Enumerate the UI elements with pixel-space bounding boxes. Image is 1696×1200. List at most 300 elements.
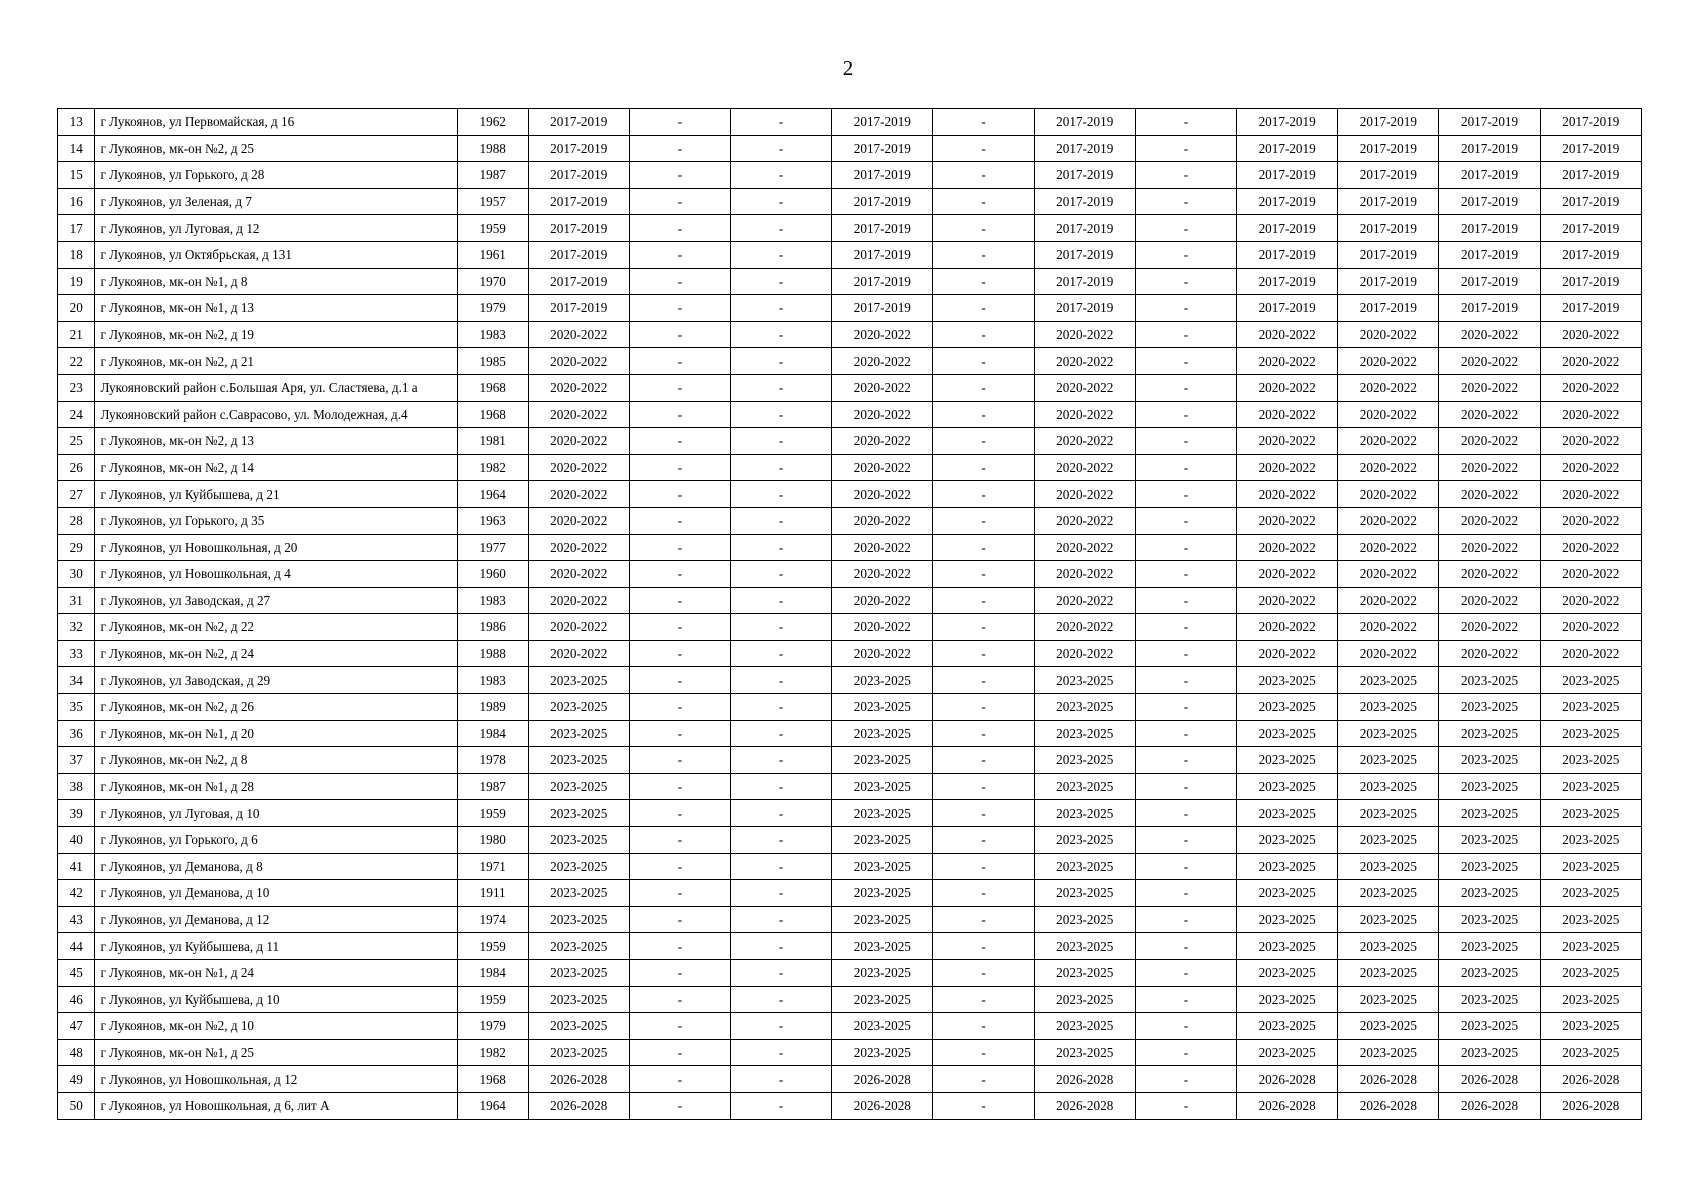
work-period-cell: - [933,348,1034,375]
work-period-cell: 2020-2022 [1034,374,1135,401]
work-period-cell: 2020-2022 [528,428,629,455]
row-number-cell: 46 [58,986,95,1013]
address-cell: г Лукоянов, мк-он №2, д 21 [95,348,457,375]
work-period-cell: - [731,321,832,348]
address-cell: г Лукоянов, ул Куйбышева, д 21 [95,481,457,508]
work-period-cell: 2020-2022 [1237,507,1338,534]
work-period-cell: - [1135,640,1236,667]
work-period-cell: 2023-2025 [1540,880,1641,907]
work-period-cell: 2020-2022 [1439,587,1540,614]
work-period-cell: 2017-2019 [1338,241,1439,268]
address-cell: Лукояновский район с.Саврасово, ул. Молодежная, д.4 [95,401,457,428]
work-period-cell: 2023-2025 [1034,986,1135,1013]
work-period-cell: 2023-2025 [1237,1013,1338,1040]
work-period-cell: 2017-2019 [1540,109,1641,136]
work-period-cell: 2023-2025 [1034,720,1135,747]
work-period-cell: 2023-2025 [1439,667,1540,694]
work-period-cell: 2020-2022 [832,401,933,428]
work-period-cell: 2023-2025 [528,960,629,987]
work-period-cell: 2023-2025 [528,667,629,694]
year-built-cell: 1982 [457,454,528,481]
work-period-cell: 2017-2019 [832,109,933,136]
row-number-cell: 33 [58,640,95,667]
work-period-cell: 2017-2019 [832,295,933,322]
work-period-cell: 2020-2022 [1439,348,1540,375]
address-cell: г Лукоянов, ул Заводская, д 27 [95,587,457,614]
work-period-cell: - [731,561,832,588]
table-row [58,109,1642,136]
work-period-cell: 2023-2025 [832,667,933,694]
table-row [58,188,1642,215]
address-cell: г Лукоянов, ул Горького, д 6 [95,827,457,854]
work-period-cell: 2023-2025 [528,747,629,774]
work-period-cell: - [629,986,730,1013]
address-cell: г Лукоянов, мк-он №2, д 13 [95,428,457,455]
work-period-cell: - [1135,1039,1236,1066]
work-period-cell: 2023-2025 [832,880,933,907]
work-period-cell: - [933,1066,1034,1093]
work-period-cell: - [1135,561,1236,588]
work-period-cell: 2023-2025 [1540,906,1641,933]
work-period-cell: - [629,268,730,295]
year-built-cell: 1957 [457,188,528,215]
work-period-cell: - [933,188,1034,215]
work-period-cell: 2026-2028 [1338,1092,1439,1119]
work-period-cell: - [933,109,1034,136]
work-period-cell: 2017-2019 [1338,109,1439,136]
year-built-cell: 1988 [457,135,528,162]
year-built-cell: 1982 [457,1039,528,1066]
work-period-cell: 2020-2022 [1034,534,1135,561]
work-period-cell: 2020-2022 [528,534,629,561]
work-period-cell: 2020-2022 [1034,640,1135,667]
work-period-cell: - [731,986,832,1013]
work-period-cell: - [1135,827,1236,854]
work-period-cell: - [933,640,1034,667]
work-period-cell: - [933,1013,1034,1040]
address-cell: г Лукоянов, ул Куйбышева, д 10 [95,986,457,1013]
work-period-cell: - [731,481,832,508]
work-period-cell: - [933,507,1034,534]
work-period-cell: 2017-2019 [1237,268,1338,295]
work-period-cell: 2023-2025 [1034,853,1135,880]
row-number-cell: 44 [58,933,95,960]
work-period-cell: 2020-2022 [1237,454,1338,481]
work-period-cell: - [629,694,730,721]
work-period-cell: - [933,960,1034,987]
work-period-cell: - [629,667,730,694]
work-period-cell: 2020-2022 [832,321,933,348]
work-period-cell: 2023-2025 [1237,1039,1338,1066]
address-cell: Лукояновский район с.Большая Аря, ул. Сластяева, д.1 а [95,374,457,401]
year-built-cell: 1962 [457,109,528,136]
work-period-cell: 2023-2025 [1338,906,1439,933]
work-period-cell: 2017-2019 [1439,268,1540,295]
table-row [58,880,1642,907]
table-row [58,374,1642,401]
work-period-cell: 2023-2025 [1540,853,1641,880]
work-period-cell: 2020-2022 [1540,481,1641,508]
year-built-cell: 1961 [457,241,528,268]
work-period-cell: - [629,109,730,136]
work-period-cell: 2026-2028 [528,1066,629,1093]
work-period-cell: - [933,694,1034,721]
work-period-cell: 2020-2022 [1439,534,1540,561]
year-built-cell: 1964 [457,481,528,508]
work-period-cell: 2017-2019 [1540,268,1641,295]
table-row [58,241,1642,268]
work-period-cell: 2023-2025 [1237,694,1338,721]
work-period-cell: 2020-2022 [1439,614,1540,641]
work-period-cell: - [1135,933,1236,960]
work-period-cell: 2023-2025 [832,1013,933,1040]
work-period-cell: 2023-2025 [1338,800,1439,827]
work-period-cell: - [933,241,1034,268]
table-row [58,720,1642,747]
year-built-cell: 1988 [457,640,528,667]
work-period-cell: - [731,295,832,322]
work-period-cell: 2023-2025 [1338,747,1439,774]
work-period-cell: 2023-2025 [1237,747,1338,774]
work-period-cell: 2017-2019 [528,109,629,136]
row-number-cell: 48 [58,1039,95,1066]
row-number-cell: 43 [58,906,95,933]
row-number-cell: 34 [58,667,95,694]
work-period-cell: 2020-2022 [1439,561,1540,588]
work-period-cell: 2020-2022 [528,348,629,375]
work-period-cell: - [1135,906,1236,933]
work-period-cell: - [629,720,730,747]
work-period-cell: 2020-2022 [1237,401,1338,428]
work-period-cell: 2023-2025 [1540,827,1641,854]
work-period-cell: 2023-2025 [1540,667,1641,694]
year-built-cell: 1964 [457,1092,528,1119]
work-period-cell: 2026-2028 [1540,1092,1641,1119]
work-period-cell: 2017-2019 [528,135,629,162]
work-period-cell: - [731,933,832,960]
work-period-cell: 2017-2019 [1540,215,1641,242]
work-period-cell: - [629,321,730,348]
address-cell: г Лукоянов, ул Новошкольная, д 4 [95,561,457,588]
work-period-cell: - [731,720,832,747]
work-period-cell: - [1135,960,1236,987]
work-period-cell: - [629,747,730,774]
work-period-cell: 2020-2022 [832,507,933,534]
work-period-cell: 2020-2022 [1338,374,1439,401]
work-period-cell: 2017-2019 [528,215,629,242]
work-period-cell: 2023-2025 [1439,933,1540,960]
work-period-cell: - [933,933,1034,960]
work-period-cell: 2017-2019 [1439,295,1540,322]
work-period-cell: 2023-2025 [1439,747,1540,774]
work-period-cell: 2020-2022 [1338,428,1439,455]
work-period-cell: 2020-2022 [1034,614,1135,641]
work-period-cell: - [731,960,832,987]
work-period-cell: - [933,295,1034,322]
work-period-cell: - [629,162,730,189]
work-period-cell: - [933,1092,1034,1119]
work-period-cell: - [629,1092,730,1119]
year-built-cell: 1984 [457,960,528,987]
work-period-cell: 2023-2025 [1338,773,1439,800]
work-period-cell: 2020-2022 [1439,640,1540,667]
work-period-cell: - [731,640,832,667]
year-built-cell: 1971 [457,853,528,880]
work-period-cell: 2023-2025 [1034,906,1135,933]
year-built-cell: 1979 [457,1013,528,1040]
year-built-cell: 1981 [457,428,528,455]
work-period-cell: - [1135,481,1236,508]
work-period-cell: 2020-2022 [1540,614,1641,641]
work-period-cell: 2020-2022 [1237,374,1338,401]
work-period-cell: 2023-2025 [528,1013,629,1040]
work-period-cell: - [731,507,832,534]
work-period-cell: 2023-2025 [1439,800,1540,827]
work-period-cell: 2017-2019 [528,295,629,322]
work-period-cell: 2020-2022 [1439,454,1540,481]
work-period-cell: - [1135,428,1236,455]
table-row [58,1039,1642,1066]
year-built-cell: 1911 [457,880,528,907]
table-row [58,135,1642,162]
work-period-cell: - [731,1039,832,1066]
work-period-cell: 2020-2022 [1439,481,1540,508]
address-cell: г Лукоянов, ул Луговая, д 12 [95,215,457,242]
work-period-cell: 2020-2022 [1237,614,1338,641]
address-cell: г Лукоянов, мк-он №2, д 25 [95,135,457,162]
address-cell: г Лукоянов, мк-он №1, д 24 [95,960,457,987]
row-number-cell: 38 [58,773,95,800]
work-period-cell: - [933,1039,1034,1066]
year-built-cell: 1980 [457,827,528,854]
table-row [58,162,1642,189]
work-period-cell: 2017-2019 [528,188,629,215]
row-number-cell: 17 [58,215,95,242]
work-period-cell: 2023-2025 [1439,880,1540,907]
table-row [58,587,1642,614]
work-period-cell: - [1135,694,1236,721]
row-number-cell: 14 [58,135,95,162]
work-period-cell: 2023-2025 [1338,880,1439,907]
table-row [58,827,1642,854]
work-period-cell: - [629,587,730,614]
work-period-cell: 2017-2019 [832,241,933,268]
work-period-cell: - [1135,348,1236,375]
work-period-cell: 2026-2028 [1439,1066,1540,1093]
address-cell: г Лукоянов, ул Зеленая, д 7 [95,188,457,215]
work-period-cell: 2023-2025 [1338,960,1439,987]
row-number-cell: 15 [58,162,95,189]
year-built-cell: 1986 [457,614,528,641]
work-period-cell: 2023-2025 [1034,1039,1135,1066]
work-period-cell: 2020-2022 [528,401,629,428]
address-cell: г Лукоянов, ул Деманова, д 10 [95,880,457,907]
year-built-cell: 1977 [457,534,528,561]
work-period-cell: 2017-2019 [1439,215,1540,242]
address-cell: г Лукоянов, мк-он №2, д 26 [95,694,457,721]
work-period-cell: 2020-2022 [1540,428,1641,455]
work-period-cell: 2017-2019 [1034,295,1135,322]
row-number-cell: 47 [58,1013,95,1040]
address-cell: г Лукоянов, мк-он №2, д 24 [95,640,457,667]
work-period-cell: 2020-2022 [528,587,629,614]
work-period-cell: 2017-2019 [832,162,933,189]
work-period-cell: 2026-2028 [1439,1092,1540,1119]
year-built-cell: 1970 [457,268,528,295]
work-period-cell: 2023-2025 [1338,720,1439,747]
work-period-cell: - [1135,295,1236,322]
work-period-cell: 2020-2022 [1237,640,1338,667]
work-period-cell: 2017-2019 [1237,109,1338,136]
work-period-cell: 2017-2019 [1439,241,1540,268]
work-period-cell: - [933,773,1034,800]
work-period-cell: 2026-2028 [528,1092,629,1119]
work-period-cell: 2023-2025 [1338,694,1439,721]
table-row [58,694,1642,721]
work-period-cell: - [1135,135,1236,162]
work-period-cell: 2017-2019 [1034,162,1135,189]
year-built-cell: 1983 [457,321,528,348]
work-period-cell: 2026-2028 [832,1066,933,1093]
address-cell: г Лукоянов, ул Октябрьская, д 131 [95,241,457,268]
year-built-cell: 1960 [457,561,528,588]
work-period-cell: 2017-2019 [832,268,933,295]
row-number-cell: 30 [58,561,95,588]
table-row [58,348,1642,375]
work-period-cell: 2023-2025 [1237,773,1338,800]
year-built-cell: 1959 [457,986,528,1013]
address-cell: г Лукоянов, мк-он №2, д 14 [95,454,457,481]
work-period-cell: - [731,1066,832,1093]
year-built-cell: 1974 [457,906,528,933]
work-period-cell: 2023-2025 [528,720,629,747]
work-period-cell: - [629,507,730,534]
work-period-cell: 2020-2022 [1540,587,1641,614]
work-period-cell: - [731,747,832,774]
work-period-cell: - [629,1013,730,1040]
work-period-cell: - [731,109,832,136]
work-period-cell: 2020-2022 [1439,507,1540,534]
address-cell: г Лукоянов, мк-он №1, д 28 [95,773,457,800]
work-period-cell: 2020-2022 [1034,587,1135,614]
work-period-cell: 2023-2025 [1034,880,1135,907]
work-period-cell: 2017-2019 [1338,268,1439,295]
work-period-cell: 2017-2019 [1034,215,1135,242]
work-period-cell: 2017-2019 [1540,135,1641,162]
work-period-cell: 2020-2022 [1439,401,1540,428]
work-period-cell: 2017-2019 [1237,241,1338,268]
row-number-cell: 35 [58,694,95,721]
work-period-cell: - [629,374,730,401]
table-row [58,614,1642,641]
work-period-cell: 2017-2019 [1034,268,1135,295]
row-number-cell: 21 [58,321,95,348]
work-period-cell: 2017-2019 [528,162,629,189]
work-period-cell: - [1135,534,1236,561]
work-period-cell: - [933,747,1034,774]
work-period-cell: - [629,454,730,481]
work-period-cell: - [1135,773,1236,800]
work-period-cell: - [933,853,1034,880]
work-period-cell: 2023-2025 [528,906,629,933]
work-period-cell: - [629,348,730,375]
row-number-cell: 49 [58,1066,95,1093]
work-period-cell: - [933,135,1034,162]
table-row [58,268,1642,295]
work-period-cell: - [933,720,1034,747]
work-period-cell: - [731,1092,832,1119]
table-row [58,986,1642,1013]
work-period-cell: 2020-2022 [528,507,629,534]
address-cell: г Лукоянов, мк-он №1, д 20 [95,720,457,747]
work-period-cell: - [933,534,1034,561]
work-period-cell: 2017-2019 [1237,295,1338,322]
work-period-cell: 2020-2022 [1034,454,1135,481]
work-period-cell: - [933,428,1034,455]
work-period-cell: 2026-2028 [832,1092,933,1119]
work-period-cell: 2020-2022 [528,481,629,508]
work-period-cell: 2020-2022 [1540,401,1641,428]
table-row [58,454,1642,481]
table-row [58,853,1642,880]
work-period-cell: 2023-2025 [1540,1039,1641,1066]
address-cell: г Лукоянов, ул Первомайская, д 16 [95,109,457,136]
row-number-cell: 32 [58,614,95,641]
address-cell: г Лукоянов, ул Новошкольная, д 12 [95,1066,457,1093]
work-period-cell: 2023-2025 [1540,773,1641,800]
row-number-cell: 25 [58,428,95,455]
work-period-cell: 2020-2022 [1540,454,1641,481]
work-period-cell: 2017-2019 [1439,109,1540,136]
address-cell: г Лукоянов, ул Горького, д 28 [95,162,457,189]
row-number-cell: 16 [58,188,95,215]
work-period-cell: 2017-2019 [1540,162,1641,189]
work-period-cell: 2023-2025 [1338,1013,1439,1040]
work-period-cell: 2020-2022 [1338,534,1439,561]
work-period-cell: - [731,215,832,242]
row-number-cell: 41 [58,853,95,880]
work-period-cell: - [731,773,832,800]
row-number-cell: 39 [58,800,95,827]
work-period-cell: 2020-2022 [1439,428,1540,455]
work-period-cell: 2017-2019 [1034,241,1135,268]
address-cell: г Лукоянов, ул Куйбышева, д 11 [95,933,457,960]
table-row [58,1066,1642,1093]
work-period-cell: - [629,295,730,322]
work-period-cell: - [933,374,1034,401]
work-period-cell: 2020-2022 [528,454,629,481]
address-cell: г Лукоянов, мк-он №1, д 13 [95,295,457,322]
work-period-cell: 2026-2028 [1237,1092,1338,1119]
work-period-cell: 2017-2019 [528,241,629,268]
work-period-cell: - [1135,800,1236,827]
work-period-cell: 2023-2025 [1237,933,1338,960]
work-period-cell: - [1135,268,1236,295]
work-period-cell: 2023-2025 [1439,773,1540,800]
work-period-cell: - [933,667,1034,694]
work-period-cell: 2023-2025 [1338,667,1439,694]
work-period-cell: 2020-2022 [832,454,933,481]
work-period-cell: 2020-2022 [832,428,933,455]
work-period-cell: - [1135,986,1236,1013]
work-period-cell: - [1135,162,1236,189]
address-cell: г Лукоянов, мк-он №1, д 25 [95,1039,457,1066]
work-period-cell: 2020-2022 [1034,561,1135,588]
address-cell: г Лукоянов, ул Заводская, д 29 [95,667,457,694]
year-built-cell: 1979 [457,295,528,322]
work-period-cell: - [933,401,1034,428]
row-number-cell: 19 [58,268,95,295]
